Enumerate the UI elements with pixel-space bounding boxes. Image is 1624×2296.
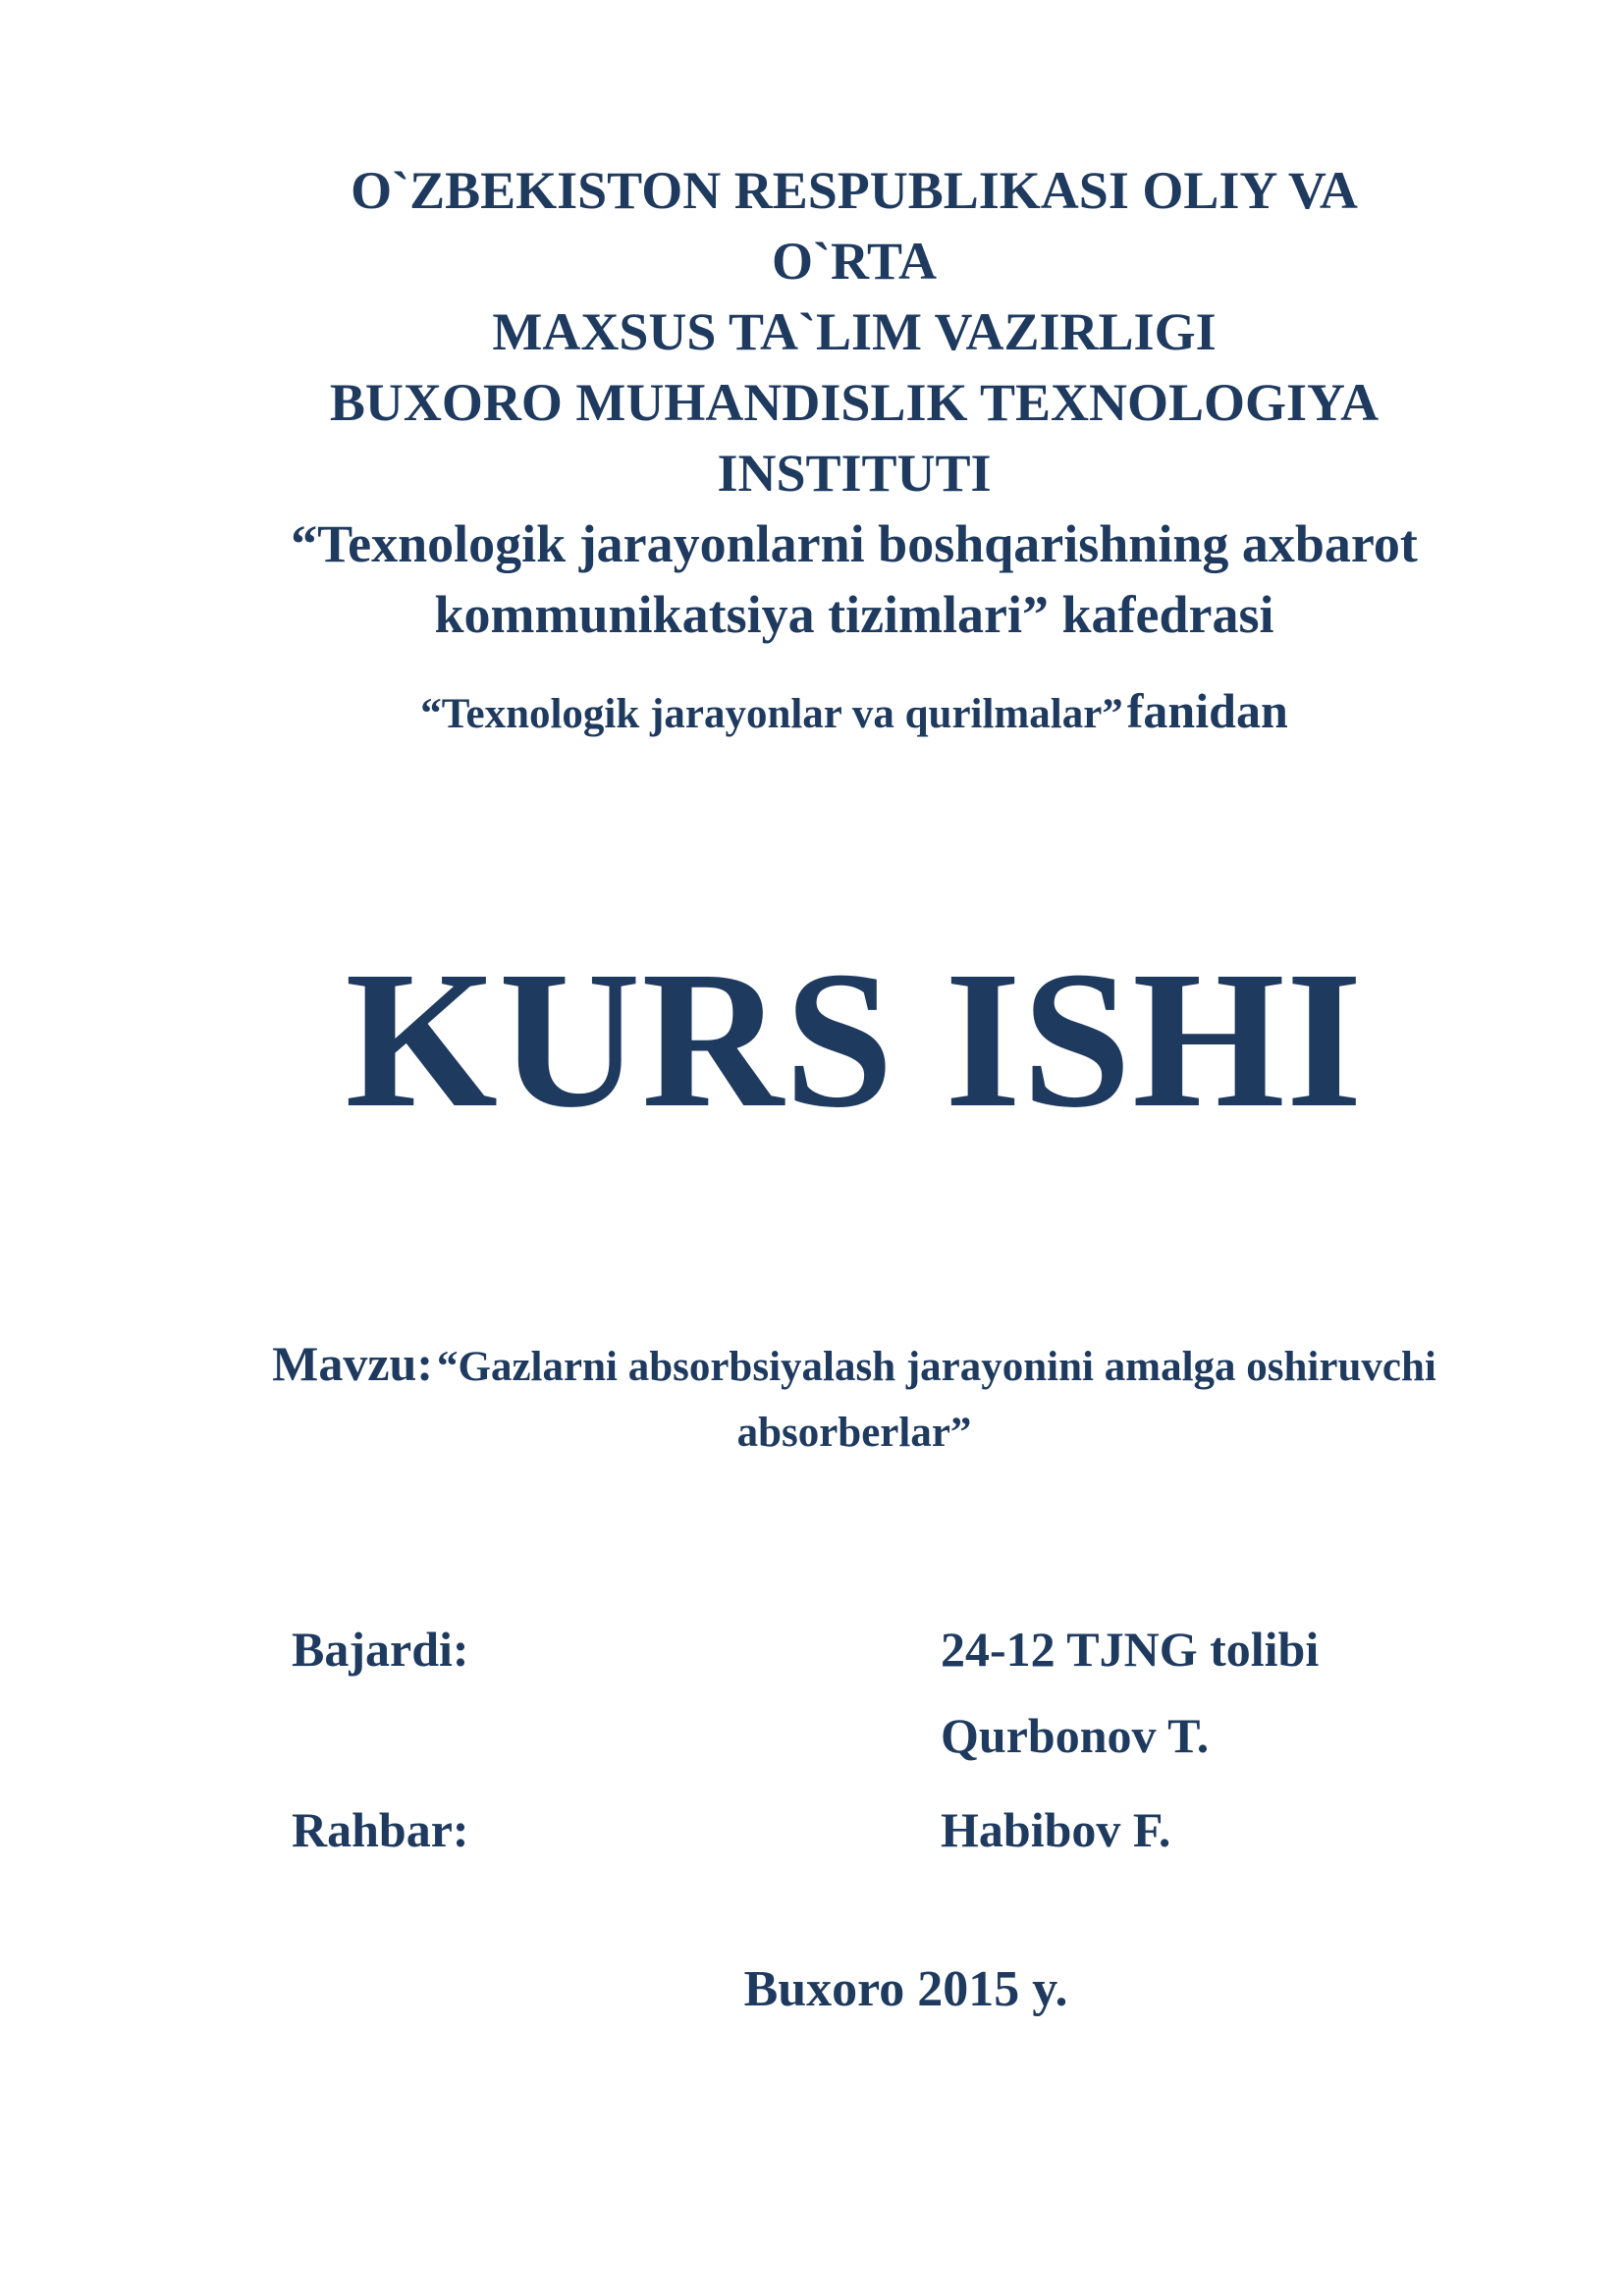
topic-block — [147, 1335, 1561, 1462]
department-line-2: kommunikatsiya tizimlari” kafedrasi — [434, 585, 1274, 644]
ministry-line-3: MAXSUS TA`LIM VAZIRLIGI — [492, 302, 1217, 361]
subject-name: “Texnologik jarayonlar va qurilmalar” — [420, 691, 1123, 737]
department-line-1: “Texnologik jarayonlarni boshqarishning axbarot — [291, 514, 1418, 573]
institute-line-1: BUXORO MUHANDISLIK TEXNOLOGIYA — [329, 373, 1380, 432]
ministry-line-2: O`RTA — [771, 232, 938, 291]
subject-line — [147, 682, 1561, 739]
document-title: KURS ISHI — [345, 932, 1364, 1148]
topic-label: Mavzu: — [272, 1336, 434, 1391]
supervisor-name: Habibov F. — [941, 1802, 1171, 1857]
topic-text-2: absorberlar” — [736, 1410, 972, 1456]
topic-text-1: “Gazlarni absorbsiyalash jarayonini amalga oshiruvchi — [437, 1344, 1436, 1390]
performer-label: Bajardi: — [292, 1622, 469, 1677]
performer-name: Qurbonov T. — [941, 1708, 1210, 1763]
performer-group: 24-12 TJNG tolibi — [941, 1622, 1320, 1677]
institution-header — [147, 155, 1561, 650]
ministry-line-1: O`ZBEKISTON RESPUBLIKASI OLIY VA — [351, 161, 1358, 220]
subject-suffix: fanidan — [1126, 683, 1288, 738]
topic-line-1 — [147, 1335, 1561, 1405]
institute-line-2: INSTITUTI — [717, 444, 992, 503]
supervisor-label: Rahbar: — [292, 1802, 469, 1857]
city-year: Buxoro 2015 y. — [743, 1961, 1068, 2017]
